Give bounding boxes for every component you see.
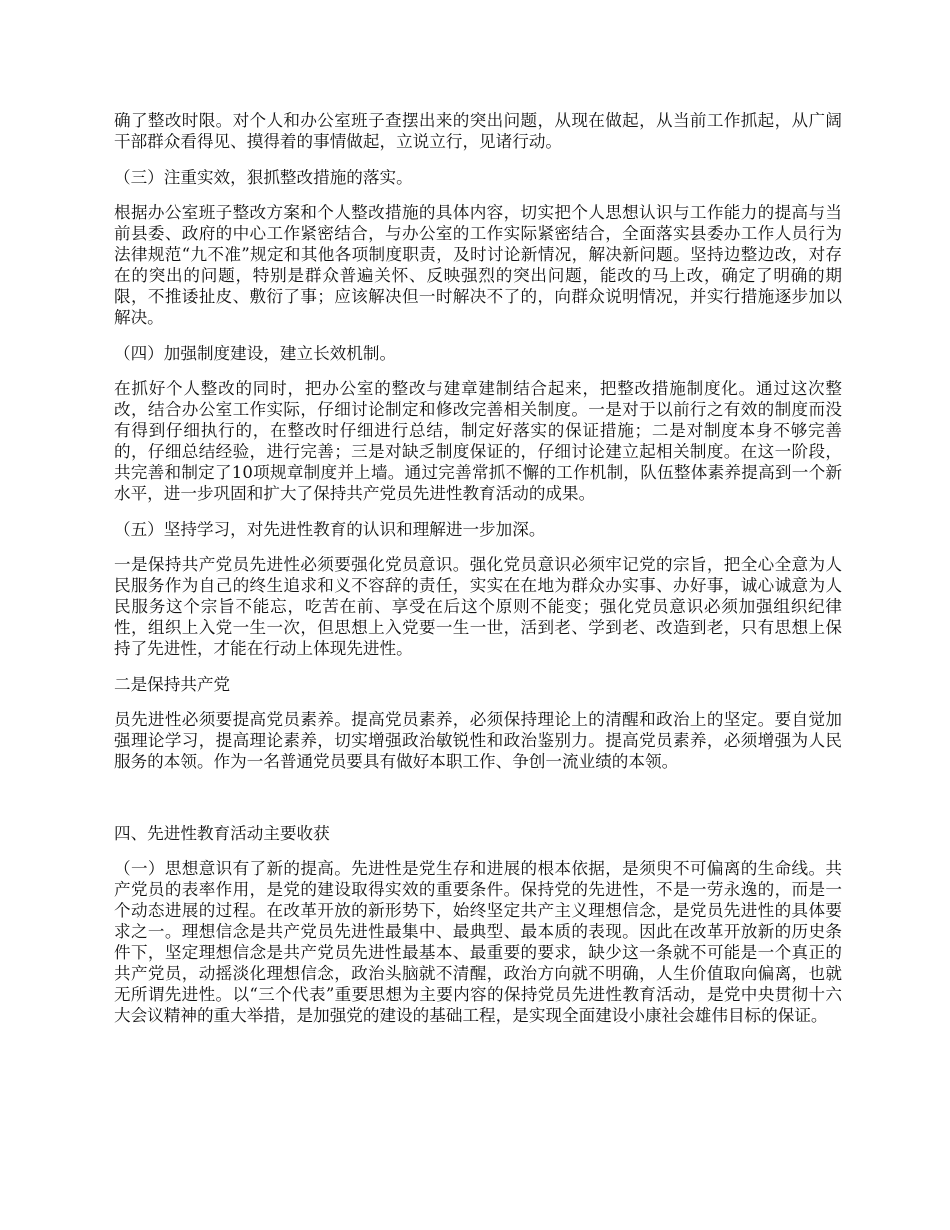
- section-heading-5: （五）坚持学习，对先进性教育的认识和理解进一步加深。: [114, 520, 546, 539]
- paragraph-rectification-deadline: 确了整改时限。对个人和办公室班子查摆出来的突出问题，从现在做起，从当前工作抓起，从广阔干部群众看得见、摸得着的事情做起，立说立行，见诸行动。: [114, 111, 842, 151]
- paragraph-ideological-awareness: （一）思想意识有了新的提高。先进性是党生存和进展的根本依据，是须臾不可偏离的生命线。共产党员的表率作用，是党的建设取得实效的重要条件。保持党的先进性，不是一劳永逸的，而是一个动态进展的过程。在改革开放的新形势下，始终坚定共产主义理想信念，是党员先进性的具体要求之一。理想信念是共产党员先进性最集中、最典型、最本质的表现。因此在改革开放新的历史条件下，坚定理想信念是共产党员先进性最基本、最重要的要求，缺少这一条就不可能是一个真正的共产党员，动摇淡化理想信念，政治头脑就不清醒，政治方向就不明确，人生价值取向偏离，也就无所谓先进性。以“三个代表”重要思想为主要内容的保持党员先进性教育活动，是党中央贯彻十六大会议精神的重大举措，是加强党的建设的基础工程，是实现全面建设小康社会雄伟目标的保证。: [114, 859, 842, 1025]
- section-heading-4: （四）加强制度建设，建立长效机制。: [114, 344, 397, 363]
- section-heading-3: （三）注重实效，狠抓整改措施的落实。: [114, 168, 413, 187]
- section-spacer: [114, 787, 842, 823]
- chapter-heading-4: 四、先进性教育活动主要收获: [114, 824, 330, 843]
- document-body: [114, 110, 842, 1041]
- paragraph-fragment-second: 二是保持共产党: [114, 675, 231, 694]
- paragraph-party-awareness: 一是保持共产党员先进性必须要强化党员意识。强化党员意识必须牢记党的宗旨，把全心全意为人民服务作为自己的终生追求和义不容辞的责任，实实在在地为群众办实事、办好事，诚心诚意为人民服务这个宗旨不能忘，吃苦在前、享受在后这个原则不能变；强化党员意识必须加强组织纪律性，组织上入党一生一次，但思想上入党要一生一世，活到老、学到老、改造到老，只有思想上保持了先进性，才能在行动上体现先进性。: [114, 555, 842, 658]
- paragraph-institution-building: 在抓好个人整改的同时，把办公室的整改与建章建制结合起来，把整改措施制度化。通过这次整改，结合办公室工作实际，仔细讨论制定和修改完善相关制度。一是对于以前行之有效的制度而没有得到仔细执行的，在整改时仔细进行总结，制定好落实的保证措施；二是对制度本身不够完善的，仔细总结经验，进行完善；三是对缺乏制度保证的，仔细讨论建立起相关制度。在这一阶段，共完善和制定了10项规章制度并上墙。通过完善常抓不懈的工作机制，队伍整体素养提高到一个新水平，进一步巩固和扩大了保持共产党员先进性教育活动的成果。: [114, 379, 842, 503]
- paragraph-party-quality: 员先进性必须要提高党员素养。提高党员素养，必须保持理论上的清醒和政治上的坚定。要自觉加强理论学习，提高理论素养，切实增强政治敏锐性和政治鉴别力。提高党员素养，必须增强为人民服务的本领。作为一名普通党员要具有做好本职工作、争创一流业绩的本领。: [114, 710, 842, 771]
- paragraph-implementation: 根据办公室班子整改方案和个人整改措施的具体内容，切实把个人思想认识与工作能力的提高与当前县委、政府的中心工作紧密结合，与办公室的工作实际紧密结合，全面落实县委办工作人员行为法律规范“九不准”规定和其他各项制度职责，及时讨论新情况，解决新问题。坚持边整边改，对存在的突出的问题，特别是群众普遍关怀、反映强烈的突出问题，能改的马上改，确定了明确的期限，不推诿扯皮、敷衍了事；应该解决但一时解决不了的，向群众说明情况，并实行措施逐步加以解决。: [114, 203, 842, 327]
